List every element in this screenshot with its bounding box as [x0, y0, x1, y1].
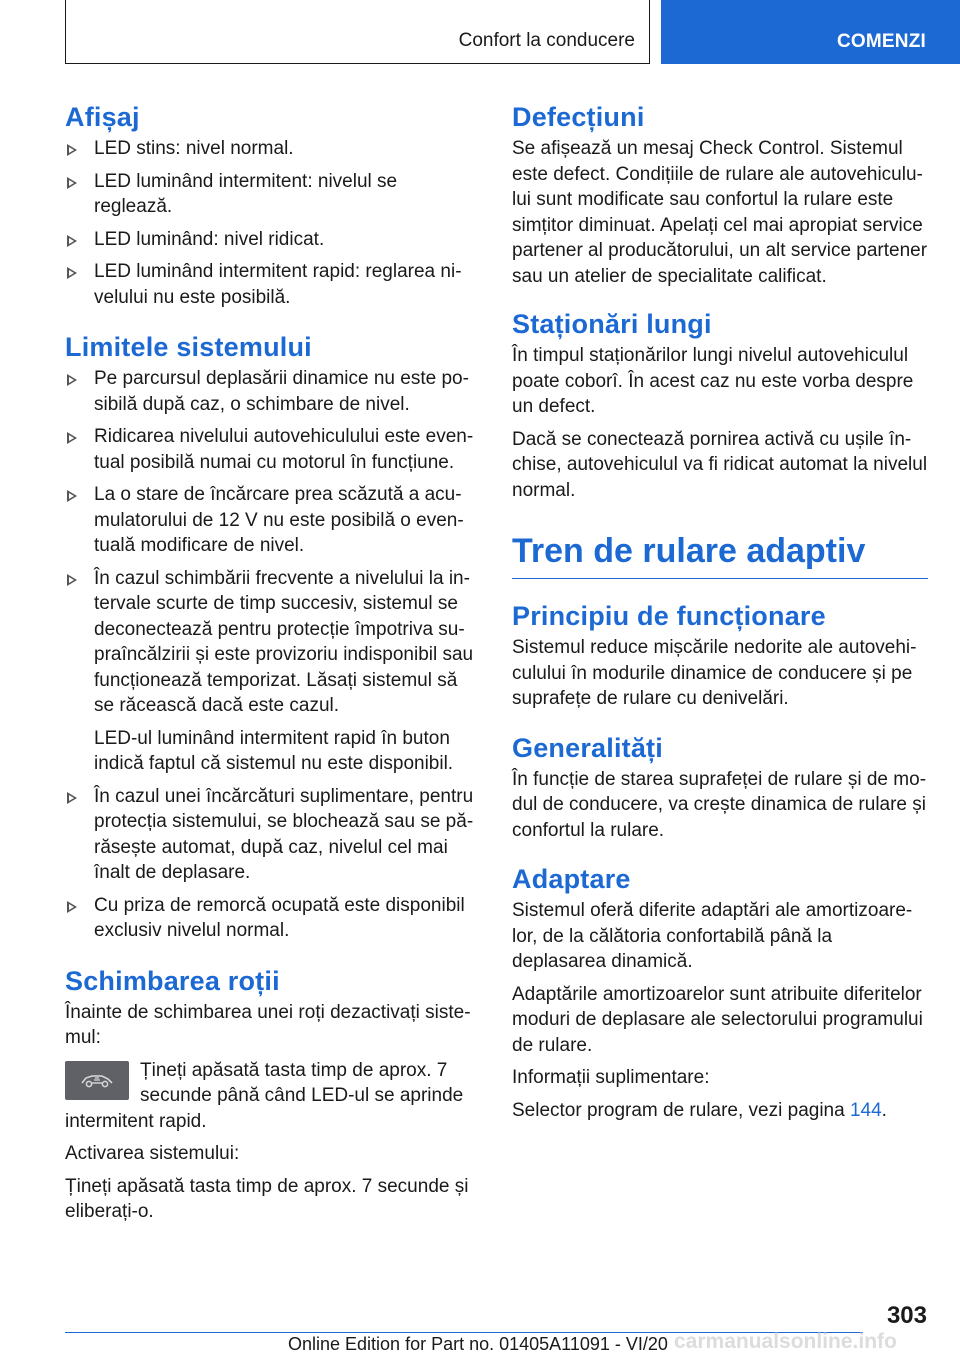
- list-item: Cu priza de remorcă ocupată este disponibil exclusiv nivelul normal.: [65, 893, 477, 944]
- paragraph: Se afișează un mesaj Check Control. Sistemul este defect. Condițiile de rulare ale autovehiculului sunt modificate sau confortul la rulare este simțitor diminuat. Apelați cel mai apropiat service partener al producătorului, un alt service partener sau un atelier de specialitate calificat.: [512, 138, 928, 287]
- triangle-bullet-icon: [67, 901, 77, 913]
- list-item: Pe parcursul deplasării dinamice nu este posibilă după caz, o schimbare de nivel.: [65, 366, 477, 417]
- heading-limitele-sistemului: Limitele sistemului: [65, 332, 312, 362]
- heading-afisaj: Afișaj: [65, 102, 140, 132]
- paragraph: Țineți apăsată tasta timp de aprox. 7 secunde și eliberați-o.: [65, 1175, 469, 1222]
- list-item-note: LED-ul luminând intermitent rapid în buton indică faptul că sistemul nu este disponibil.: [94, 727, 454, 774]
- heading-generalitati: Generalități: [512, 732, 663, 763]
- page-link-144[interactable]: 144: [849, 1099, 882, 1121]
- left-column: [65, 100, 477, 1232]
- header-section-box: [65, 0, 650, 64]
- chapter-heading-rule: [512, 528, 928, 579]
- limitele-list: [65, 366, 477, 944]
- list-item: LED luminând: nivel ridicat.: [65, 227, 477, 253]
- list-item: În cazul schimbării frecvente a nivelului la intervale scurte de timp succesiv, sistemul se deconectează pentru protecție împotriva supraîncălzirii și este provizoriu indisponibil sau funcționează temporizat. Lăsați sistemul să se răcească dacă este cazul. LED-ul luminând intermitent rapid în buton indică faptul că sistemul nu este disponibil.: [65, 566, 477, 777]
- list-item: LED luminând intermitent: nivelul se reglează.: [65, 169, 477, 220]
- watermark: carmanualsonline.info: [674, 1330, 897, 1353]
- paragraph: Activarea sistemului:: [65, 1143, 240, 1164]
- paragraph-with-link: Selector program de rulare, vezi pagina 144.: [512, 1099, 887, 1121]
- footer-edition: Online Edition for Part no. 01405A11091 - VI/20: [288, 1334, 668, 1354]
- key-instruction-text: Țineți apăsată tasta timp de aprox. 7 secunde până când LED-ul se aprinde intermitent rapid.: [65, 1059, 464, 1132]
- paragraph: Sistemul reduce mișcările nedorite ale autovehiculului în modurile dinamice de conducere și pe suprafețe de rulare cu denivelări.: [512, 637, 917, 709]
- paragraph: Adaptările amortizoarelor sunt atribuite diferitelor moduri de deplasare ale selectorului programului de rulare.: [512, 983, 923, 1056]
- key-instruction: [65, 1058, 477, 1135]
- paragraph: În funcție de starea suprafeței de rulare și de modul de conducere, va crește dinamica de rulare și confortul la rulare.: [512, 768, 927, 841]
- heading-schimbarea-rotii: Schimbarea roții: [65, 965, 280, 996]
- afisaj-list: [65, 136, 477, 310]
- right-column: [512, 100, 928, 1130]
- header-chapter-title: COMENZI: [836, 31, 926, 52]
- paragraph: Informații suplimentare:: [512, 1067, 710, 1088]
- header-chapter-box: [661, 0, 960, 64]
- triangle-bullet-icon: [67, 267, 77, 279]
- heading-stationari-lungi: Staționări lungi: [512, 309, 712, 339]
- triangle-bullet-icon: [67, 490, 77, 502]
- triangle-bullet-icon: [67, 574, 77, 586]
- heading-principiu-de-functionare: Principiu de funcționare: [512, 601, 826, 631]
- triangle-bullet-icon: [67, 432, 77, 444]
- header-section-title: Confort la conducere: [458, 30, 635, 51]
- car-level-raise-icon: [65, 1061, 129, 1100]
- paragraph: Înainte de schimbarea unei roți dezactivați sistemul:: [65, 1001, 471, 1048]
- paragraph: Sistemul oferă diferite adaptări ale amortizoarelor, de la călătoria confortabilă până la deplasarea dinamică.: [512, 900, 913, 972]
- triangle-bullet-icon: [67, 144, 77, 156]
- list-item: În cazul unei încărcături suplimentare, pentru protecția sistemului, se blochează sau se părăsește automat, după caz, nivelul cel mai înalt de deplasare.: [65, 784, 477, 886]
- list-item: LED luminând intermitent rapid: reglarea nivelului nu este posibilă.: [65, 259, 477, 310]
- heading-adaptare: Adaptare: [512, 864, 631, 894]
- triangle-bullet-icon: [67, 177, 77, 189]
- triangle-bullet-icon: [67, 792, 77, 804]
- page-number: 303: [886, 1302, 927, 1329]
- heading-tren-de-rulare-adaptiv: Tren de rulare adaptiv: [512, 532, 866, 570]
- list-item: LED stins: nivel normal.: [65, 136, 477, 162]
- heading-defectiuni: Defecțiuni: [512, 102, 645, 132]
- paragraph: Dacă se conectează pornirea activă cu ușile închise, autovehiculul va fi ridicat automat la nivelul normal.: [512, 428, 928, 501]
- triangle-bullet-icon: [67, 374, 77, 386]
- triangle-bullet-icon: [67, 235, 77, 247]
- list-item: La o stare de încărcare prea scăzută a acumulatorului de 12 V nu este posibilă o eventuală modificare de nivel.: [65, 482, 477, 559]
- list-item: Ridicarea nivelului autovehiculului este eventual posibilă numai cu motorul în funcțiune.: [65, 424, 477, 475]
- paragraph: În timpul staționărilor lungi nivelul autovehiculul poate coborî. În acest caz nu este vorba despre un defect.: [512, 345, 914, 417]
